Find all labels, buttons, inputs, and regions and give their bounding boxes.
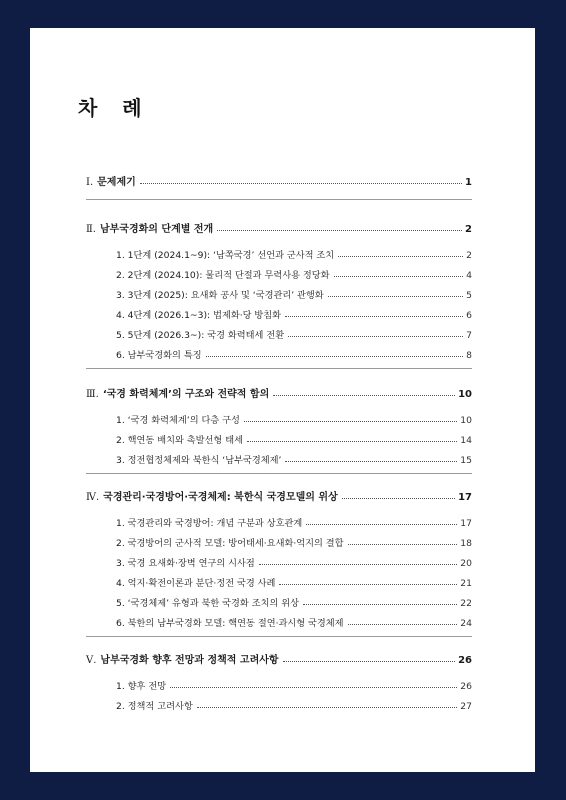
page-number: 26 — [458, 655, 472, 666]
item-title: 3. 정전협정체제와 북한식 ‘남부국경체제’ — [116, 455, 282, 466]
toc-item[interactable] — [86, 696, 472, 712]
page-number: 15 — [460, 455, 472, 466]
dot-leader — [279, 584, 457, 585]
item-title: 6. 북한의 남부국경화 모델: 핵연동 절연·과시형 국경체제 — [116, 618, 344, 629]
item-title: 1. ‘국경 화력체계’의 다층 구성 — [116, 415, 240, 426]
section-divider — [86, 636, 472, 637]
item-title: 5. 5단계 (2026.3~): 국경 화력태세 전환 — [116, 330, 285, 341]
item-title: 2. 2단계 (2024.10): 물리적 단절과 무력사용 정당화 — [116, 270, 330, 281]
dot-leader — [273, 395, 455, 396]
dot-leader — [285, 461, 457, 462]
dot-leader — [334, 276, 464, 277]
dot-leader — [342, 498, 455, 499]
item-title: 4. 4단계 (2026.1~3): 법제화·당 방침화 — [116, 310, 282, 321]
item-title: 6. 남부국경화의 특징 — [116, 350, 202, 361]
section-numeral: Ⅱ. — [86, 224, 96, 235]
item-title: 1. 향후 전망 — [116, 681, 167, 692]
toc-title: 차 례 — [78, 96, 151, 120]
dot-leader — [259, 564, 458, 565]
toc-section-2[interactable] — [86, 219, 472, 235]
section-title: 남부국경화의 단계별 전개 — [99, 224, 214, 235]
page-number: 2 — [466, 250, 472, 261]
toc-section-4[interactable] — [86, 487, 472, 503]
dot-leader — [288, 336, 463, 337]
page-number: 20 — [460, 558, 472, 569]
section-numeral: Ⅳ. — [86, 492, 100, 503]
toc-item[interactable] — [86, 450, 472, 466]
dot-leader — [306, 524, 457, 525]
dot-leader — [244, 421, 457, 422]
section-title: 문제제기 — [97, 177, 136, 188]
page-number: 2 — [465, 224, 472, 235]
page-number: 24 — [460, 618, 472, 629]
toc-item[interactable] — [86, 533, 472, 549]
toc-section-1[interactable] — [86, 172, 472, 188]
section-divider — [86, 199, 472, 200]
page-number: 17 — [458, 492, 472, 503]
toc-item[interactable] — [86, 593, 472, 609]
dot-leader — [197, 707, 458, 708]
dot-leader — [285, 316, 463, 317]
toc-item[interactable] — [86, 325, 472, 341]
section-numeral: Ⅰ. — [86, 177, 94, 188]
page-number: 14 — [460, 435, 472, 446]
page-number: 17 — [460, 518, 472, 529]
dot-leader — [303, 604, 457, 605]
dot-leader — [338, 256, 463, 257]
dot-leader — [217, 230, 462, 231]
dot-leader — [328, 296, 463, 297]
section-title: ‘국경 화력체계’의 구조와 전략적 함의 — [102, 389, 270, 400]
page-number: 4 — [466, 270, 472, 281]
item-title: 1. 1단계 (2024.1~9): ‘남쪽국경’ 선언과 군사적 조치 — [116, 250, 335, 261]
section-title: 국경관리·국경방어·국경체제: 북한식 국경모델의 위상 — [103, 492, 338, 503]
document-page — [30, 28, 535, 772]
toc-item[interactable] — [86, 613, 472, 629]
section-divider — [86, 368, 472, 369]
item-title: 2. 핵연동 배치와 촉발선형 태세 — [116, 435, 243, 446]
dot-leader — [283, 661, 456, 662]
section-numeral: Ⅲ. — [86, 389, 99, 400]
page-number: 26 — [460, 681, 472, 692]
item-title: 2. 정책적 고려사항 — [116, 701, 193, 712]
page-number: 7 — [466, 330, 472, 341]
section-divider — [86, 473, 472, 474]
toc-section-5[interactable] — [86, 650, 472, 666]
item-title: 3. 3단계 (2025): 요새화 공사 및 ‘국경관리’ 관행화 — [116, 290, 324, 301]
toc-item[interactable] — [86, 245, 472, 261]
page-number: 1 — [465, 177, 472, 188]
page-number: 5 — [466, 290, 472, 301]
item-title: 3. 국경 요새화·장벽 연구의 시사점 — [116, 558, 255, 569]
toc-item[interactable] — [86, 430, 472, 446]
toc-item[interactable] — [86, 305, 472, 321]
page-number: 27 — [460, 701, 472, 712]
section-numeral: Ⅴ. — [86, 655, 97, 666]
item-title: 4. 억지·확전이론과 분단·정전 국경 사례 — [116, 578, 276, 589]
page-number: 22 — [460, 598, 472, 609]
page-number: 10 — [460, 415, 472, 426]
dot-leader — [247, 441, 457, 442]
toc-item[interactable] — [86, 553, 472, 569]
toc-item[interactable] — [86, 410, 472, 426]
dot-leader — [206, 356, 464, 357]
page-number: 18 — [460, 538, 472, 549]
page-number: 8 — [466, 350, 472, 361]
toc-item[interactable] — [86, 676, 472, 692]
toc-item[interactable] — [86, 573, 472, 589]
toc-item[interactable] — [86, 265, 472, 281]
section-title: 남부국경화 향후 전망과 정책적 고려사항 — [100, 655, 279, 666]
item-title: 5. ‘국경체제’ 유형과 북한 국경화 조치의 위상 — [116, 598, 300, 609]
page-number: 10 — [458, 389, 472, 400]
item-title: 1. 국경관리와 국경방어: 개념 구분과 상호관계 — [116, 518, 303, 529]
dot-leader — [348, 624, 458, 625]
page-number: 21 — [460, 578, 472, 589]
dot-leader — [140, 183, 462, 184]
toc-section-3[interactable] — [86, 384, 472, 400]
dot-leader — [348, 544, 458, 545]
toc-item[interactable] — [86, 285, 472, 301]
dot-leader — [170, 687, 457, 688]
item-title: 2. 국경방어의 군사적 모델: 방어태세·요새화·억지의 결합 — [116, 538, 344, 549]
toc-item[interactable] — [86, 513, 472, 529]
toc-item[interactable] — [86, 345, 472, 361]
page-number: 6 — [466, 310, 472, 321]
